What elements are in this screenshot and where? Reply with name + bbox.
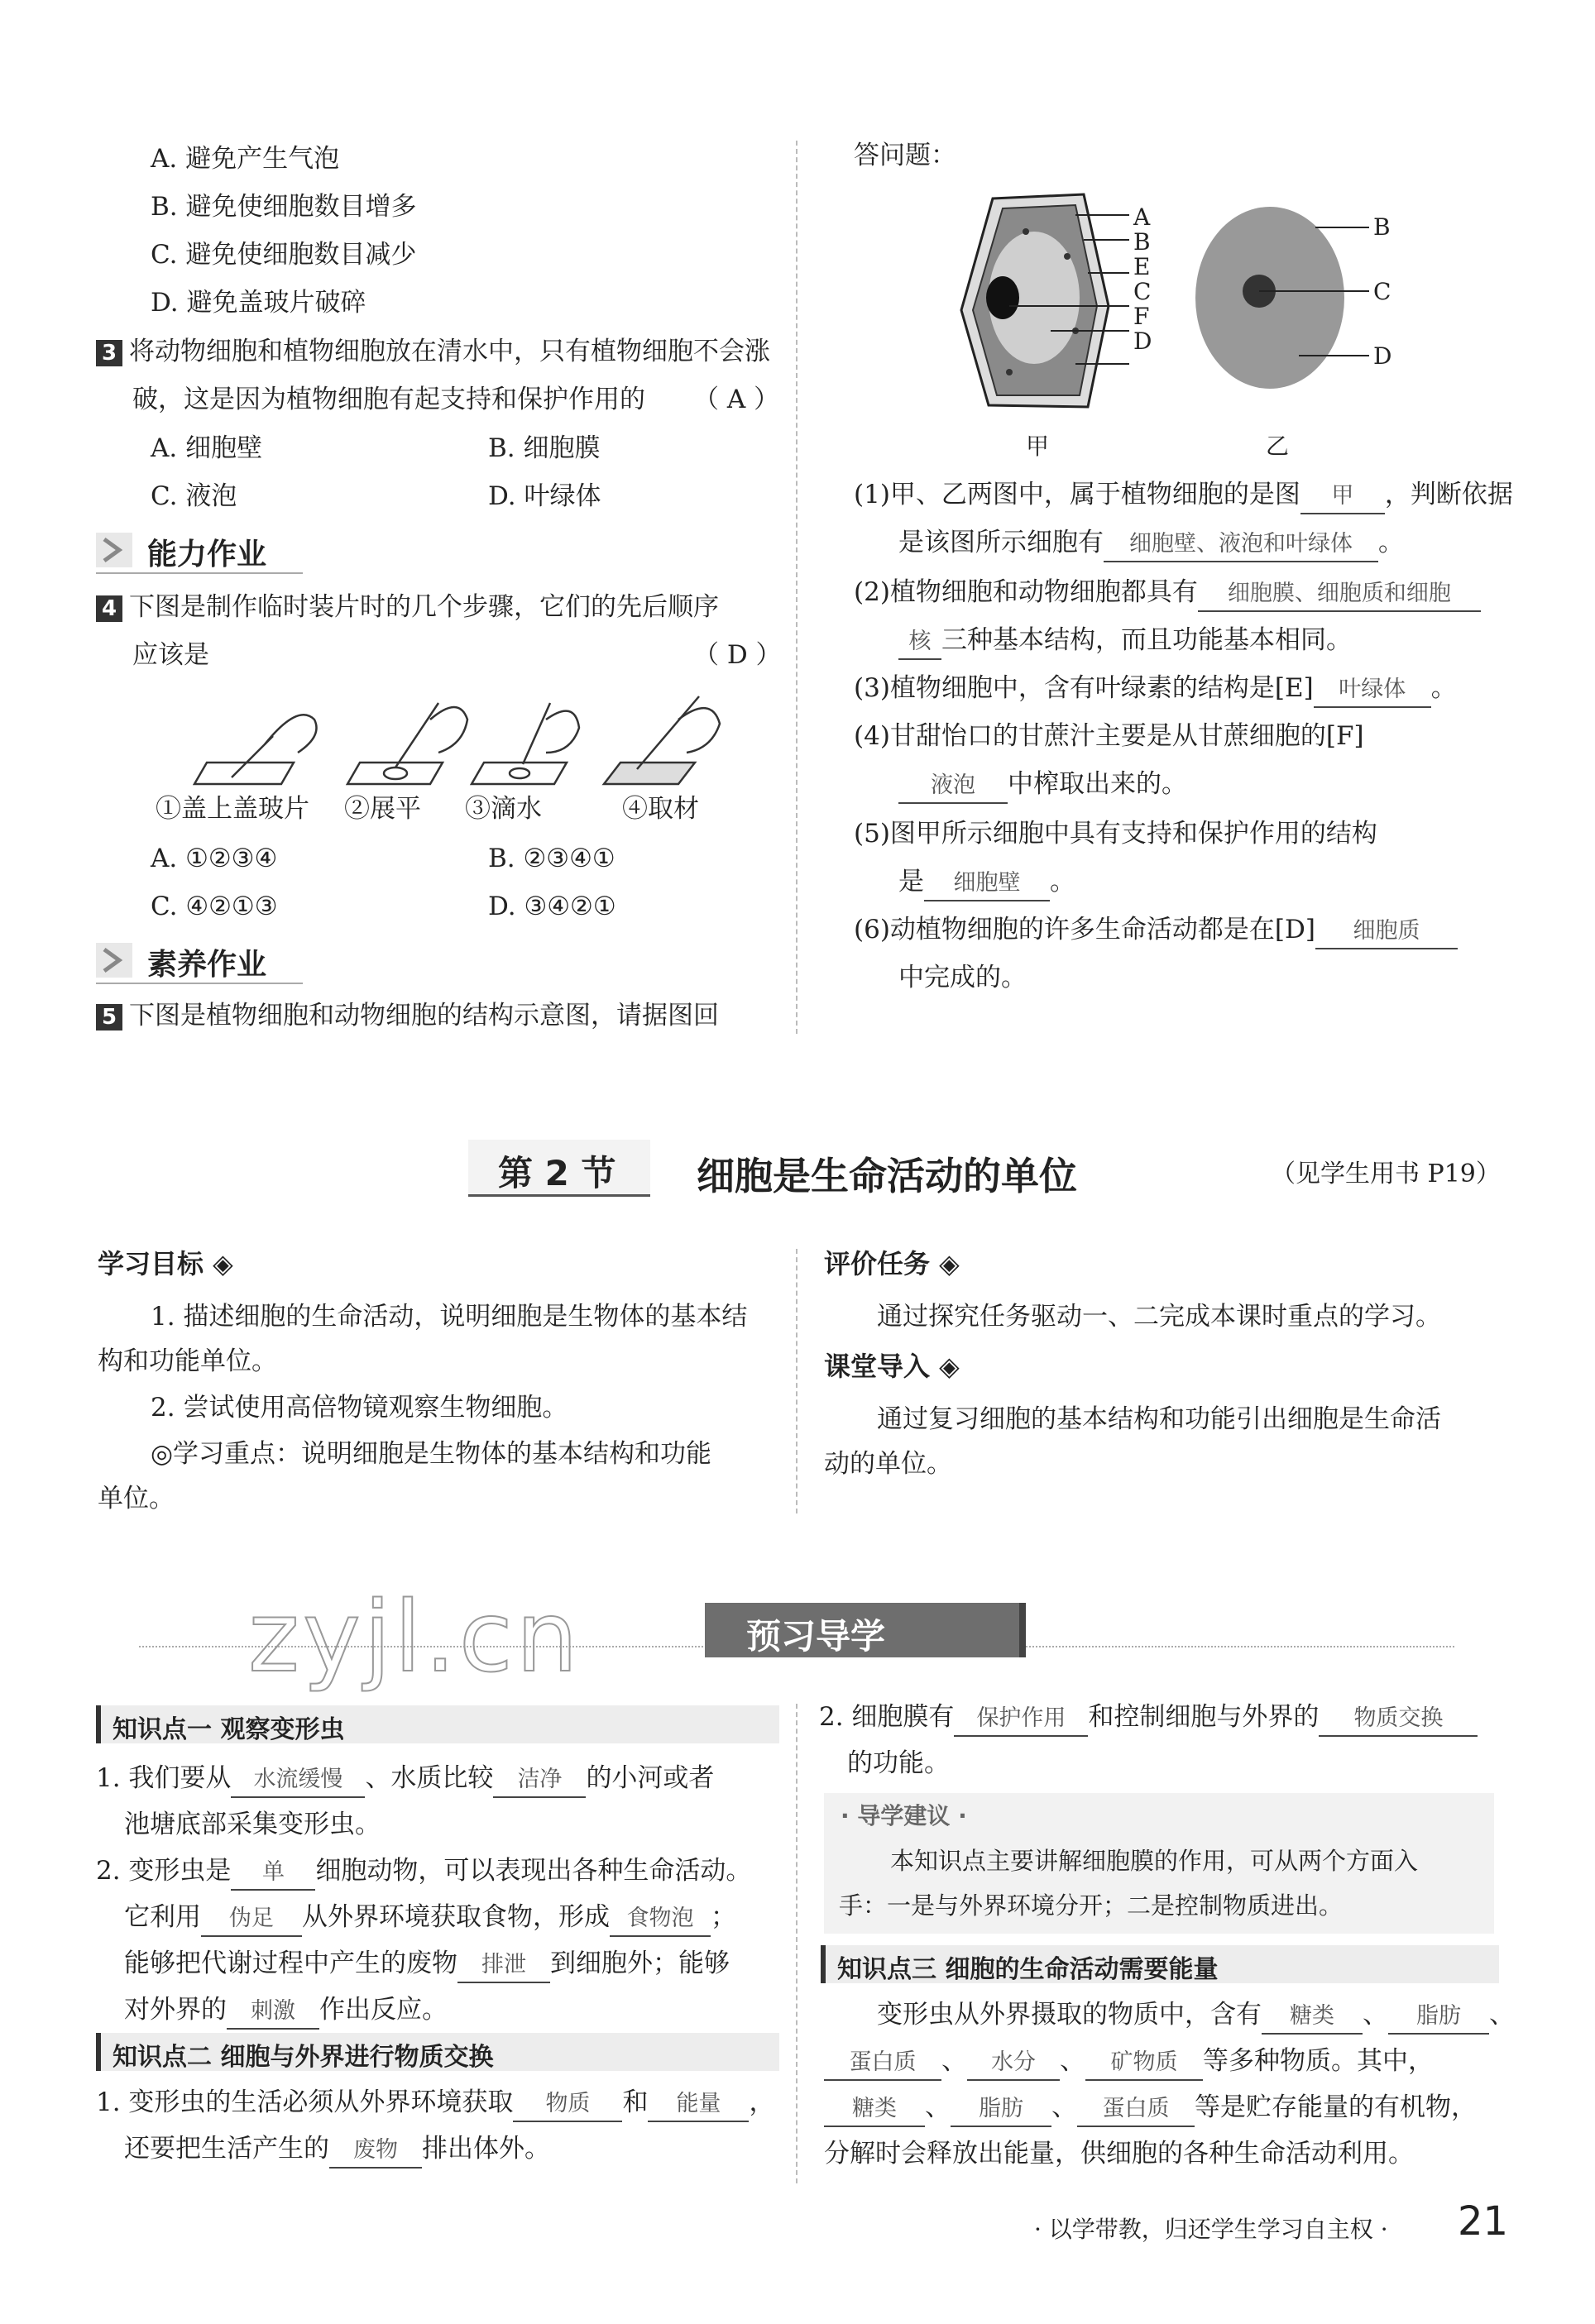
q5-sub6-line2: 中完成的。 — [898, 963, 1027, 992]
kp3-header: 知识点三 细胞的生命活动需要能量 — [821, 1945, 1499, 1983]
intro-line1: 通过复习细胞的基本结构和功能引出细胞是生命活 — [877, 1404, 1441, 1434]
q5-line1: 5 下图是植物细胞和动物细胞的结构示意图，请据图回 — [96, 999, 719, 1032]
goals-heading: 学习目标 ◈ — [98, 1248, 233, 1279]
fig-right-label-d: D — [1373, 342, 1392, 370]
q5-sub2-line1: (2)植物细胞和动物细胞都具有 细胞膜、细胞质和细胞 — [854, 576, 1481, 612]
kp2-right-line1: 2. 细胞膜有 保护作用 和控制细胞与外界的 物质交换 — [819, 1700, 1478, 1737]
q5-sub5-line2: 是 细胞壁 。 — [898, 865, 1075, 901]
page-number: 21 — [1458, 2198, 1509, 2245]
section-reference: （见学生用书 P19） — [1271, 1160, 1501, 1188]
cell-structure-figure — [951, 190, 1415, 422]
section-title: 细胞是生命活动的单位 — [697, 1154, 1077, 1198]
kp2-line1: 1. 变形虫的生活必须从外界环境获取 物质 和 能量 ， — [96, 2086, 774, 2122]
q5-number: 5 — [96, 1004, 122, 1030]
q3-option-b: B. 细胞膜 — [488, 433, 601, 463]
column-divider-bottom — [796, 1704, 798, 2183]
study-tip-box — [824, 1793, 1494, 1934]
kp2-header: 知识点二 细胞与外界进行物质交换 — [96, 2033, 779, 2071]
kp3-line1: 变形虫从外界摄取的物质中，含有 糖类 、 脂肪 、 — [877, 1998, 1515, 2035]
watermark: zyjl.cn — [248, 1580, 582, 1694]
q2-option-a: A. 避免产生气泡 — [151, 144, 340, 174]
intro-heading: 课堂导入 ◈ — [824, 1351, 960, 1382]
q3-option-c: C. 液泡 — [151, 481, 237, 511]
q4-option-b: B. ②③④① — [488, 844, 615, 873]
fig-right-label-c: C — [1373, 278, 1391, 305]
fig-right-label-b: B — [1373, 213, 1391, 241]
kp1-line1: 1. 我们要从 水流缓慢 、水质比较 洁净 的小河或者 — [96, 1762, 714, 1798]
slide-steps-figure — [182, 686, 745, 794]
goals-line1: 1. 描述细胞的生命活动，说明细胞是生物体的基本结 — [151, 1302, 748, 1332]
q4-step-1: ①盖上盖玻片 — [156, 794, 309, 824]
q4-answer: （ D ） — [693, 640, 782, 670]
fig-left-labels: A B E C F D — [1133, 203, 1152, 355]
q2-option-b: B. 避免使细胞数目增多 — [151, 192, 417, 222]
q5-sub6-line1: (6)动植物细胞的许多生命活动都是在[D] 细胞质 — [854, 913, 1458, 949]
kp3-line3: 糖类 、 脂肪 、 蛋白质 等是贮存能量的有机物， — [824, 2091, 1477, 2127]
goals-line5: 单位。 — [98, 1484, 175, 1513]
kp1-line4: 它利用 伪足 从外界环境获取食物，形成 食物泡 ； — [124, 1901, 736, 1937]
banner-arrow-icon — [96, 943, 132, 978]
q4-option-a: A. ①②③④ — [151, 844, 278, 873]
kp1-line5: 能够把代谢过程中产生的废物 排泄 到细胞外；能够 — [124, 1947, 730, 1983]
literacy-banner — [96, 938, 303, 984]
q5-sub1-line1: (1)甲、乙两图中，属于植物细胞的是图 甲 ，判断依据 — [854, 478, 1513, 514]
study-tip-heading: · 导学建议 · — [841, 1802, 967, 1829]
study-tip-line2: 手：一是与外界环境分开；二是控制物质进出。 — [839, 1891, 1344, 1920]
q5-sub3: (3)植物细胞中，含有叶绿素的结构是[E] 叶绿体 。 — [854, 672, 1457, 708]
q5-sub5-line1: (5)图甲所示细胞中具有支持和保护作用的结构 — [854, 819, 1377, 849]
q4-step-4: ④取材 — [622, 794, 699, 824]
q5-sub2-line2: 核 三种基本结构，而且功能基本相同。 — [898, 624, 1352, 660]
ability-title: 能力作业 — [147, 538, 267, 571]
q5-sub4-line1: (4)甘甜怡口的甘蔗汁主要是从甘蔗细胞的[F] — [854, 721, 1364, 751]
kp1-line2: 池塘底部采集变形虫。 — [124, 1810, 381, 1839]
q5-sub4-line2: 液泡 中榨取出来的。 — [898, 767, 1187, 804]
ability-banner — [96, 528, 303, 574]
fig-caption-plant: 甲 — [1026, 433, 1050, 460]
column-divider-mid — [796, 1249, 798, 1513]
fig-caption-animal: 乙 — [1266, 433, 1290, 460]
kp2-right-line2: 的功能。 — [847, 1748, 950, 1778]
goals-line2: 构和功能单位。 — [98, 1346, 277, 1376]
q3-answer: （ A ） — [693, 385, 780, 414]
q3-line1: 3 将动物细胞和植物细胞放在清水中，只有植物细胞不会涨 — [96, 335, 770, 368]
q5-continued: 答问题： — [854, 141, 956, 170]
column-divider-top — [796, 141, 798, 1034]
section-number-box — [468, 1140, 650, 1197]
eval-heading: 评价任务 ◈ — [824, 1248, 960, 1279]
section-number: 第 2 节 — [498, 1153, 616, 1193]
banner-arrow-icon — [96, 533, 132, 567]
q3-option-a: A. 细胞壁 — [151, 433, 263, 463]
q4-option-d: D. ③④②① — [488, 892, 616, 921]
intro-line2: 动的单位。 — [824, 1449, 952, 1479]
kp1-line6: 对外界的 刺激 作出反应。 — [124, 1993, 448, 2030]
kp2-line2: 还要把生活产生的 废物 排出体外。 — [124, 2132, 550, 2169]
q3-option-d: D. 叶绿体 — [488, 481, 601, 511]
q4-line2: 应该是 — [132, 640, 209, 670]
kp1-header: 知识点一 观察变形虫 — [96, 1705, 779, 1743]
q2-option-d: D. 避免盖玻片破碎 — [151, 288, 366, 318]
q4-number: 4 — [96, 595, 122, 622]
eval-line1: 通过探究任务驱动一、二完成本课时重点的学习。 — [877, 1302, 1441, 1332]
goals-line4: ◎学习重点：说明细胞是生物体的基本结构和功能 — [151, 1439, 712, 1469]
q5-sub1-line2: 是该图所示细胞有 细胞壁、液泡和叶绿体 。 — [898, 526, 1404, 562]
study-tip-line1: 本知识点主要讲解细胞膜的作用，可从两个方面入 — [890, 1847, 1419, 1875]
kp3-line4: 分解时会释放出能量，供细胞的各种生命活动利用。 — [824, 2139, 1414, 2169]
preview-title: 预习导学 — [746, 1616, 886, 1657]
q2-option-c: C. 避免使细胞数目减少 — [151, 240, 417, 270]
q4-line1: 4 下图是制作临时装片时的几个步骤，它们的先后顺序 — [96, 591, 719, 624]
q4-option-c: C. ④②①③ — [151, 892, 278, 921]
q3-line2: 破，这是因为植物细胞有起支持和保护作用的 — [132, 385, 645, 414]
footer-motto: · 以学带教，归还学生学习自主权 · — [1034, 2216, 1388, 2243]
preview-banner — [705, 1603, 1026, 1657]
goals-line3: 2. 尝试使用高倍物镜观察生物细胞。 — [151, 1393, 568, 1423]
q3-number: 3 — [96, 340, 122, 366]
kp1-line3: 2. 变形虫是 单 细胞动物，可以表现出各种生命活动。 — [96, 1854, 751, 1891]
q4-step-3: ③滴水 — [465, 794, 542, 824]
literacy-title: 素养作业 — [147, 948, 267, 982]
kp3-line2: 蛋白质 、 水分 、 矿物质 等多种物质。其中， — [824, 2044, 1434, 2081]
q4-step-2: ②展平 — [344, 794, 421, 824]
